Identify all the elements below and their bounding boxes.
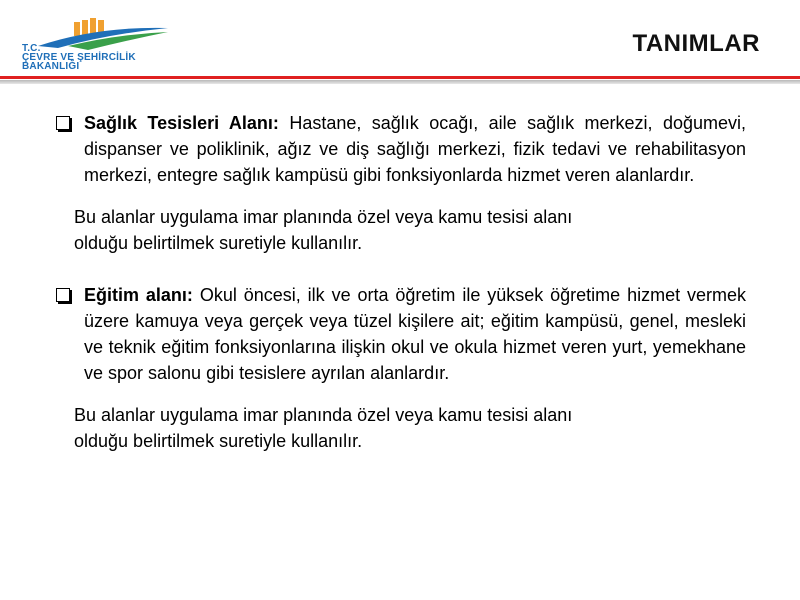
note-line: olduğu belirtilmek suretiyle kullanılır.: [74, 431, 363, 451]
ministry-logo: [18, 16, 178, 76]
logo-text: [22, 44, 136, 71]
checkbox-bullet-icon: [56, 288, 70, 302]
logo-line-1: T.C.: [22, 43, 41, 54]
page-title: TANIMLAR: [632, 30, 760, 57]
definition-text: Okul öncesi, ilk ve orta öğretim ile yüksek öğretime hizmet vermek üzere kamuya veya gerçek veya tüzel kişilere ait; eğitim kampüsü, genel, mesleki ve teknik eğitim fonksiyonlarına ilişkin okul ve okula hizmet veren yurt, yemekhane ve spor salonu gibi tesislere ayrılan alanlardır.: [84, 285, 747, 383]
logo-line-2: ÇEVRE VE ŞEHİRCİLİK: [22, 52, 136, 63]
definition-text: Hastane, sağlık ocağı, aile sağlık merkezi, doğumevi, dispanser ve poliklinik, ağız ve diş sağlığı merkezi, fizik tedavi ve rehabilitasyon merkezi, entegre sağlık kampüsü gibi fonksiyonlarda hizmet veren alanlardır.: [84, 113, 746, 185]
definition-note: [54, 402, 746, 454]
definition-item: [54, 110, 746, 188]
note-line: Bu alanlar uygulama imar planında özel veya kamu tesisi alanı: [74, 207, 573, 227]
note-line: olduğu belirtilmek suretiyle kullanılır.: [74, 233, 363, 253]
definition-note: [54, 204, 746, 256]
definition-term: Eğitim alanı:: [84, 285, 193, 305]
definition-item: [54, 282, 746, 386]
note-line: Bu alanlar uygulama imar planında özel veya kamu tesisi alanı: [74, 405, 573, 425]
checkbox-bullet-icon: [56, 116, 70, 130]
definition-term: Sağlık Tesisleri Alanı:: [84, 113, 279, 133]
logo-line-3: BAKANLIĞI: [22, 61, 80, 72]
header-divider-shadow: [0, 80, 800, 84]
header-divider: [0, 76, 800, 79]
definitions-list: [54, 110, 746, 454]
